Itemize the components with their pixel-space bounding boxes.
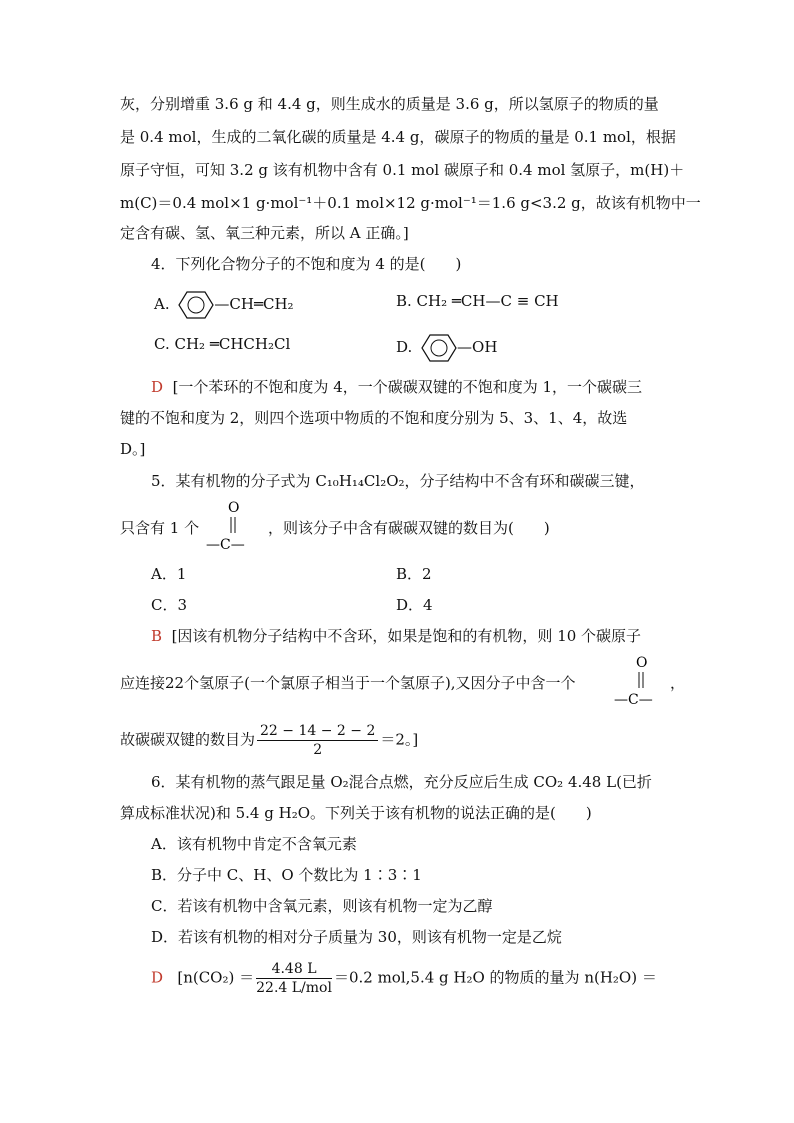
q5-answer: B	[151, 627, 163, 645]
q4-stem: 4．下列化合物分子的不饱和度为 4 的是( )	[151, 255, 462, 273]
q5-option-a[interactable]: A．1	[151, 565, 187, 583]
q5-explanation-3	[120, 722, 418, 759]
q4-exp1-text: [一个苯环的不饱和度为 4，一个碳碳双键的不饱和度为 1，一个碳碳三	[172, 378, 643, 396]
q5-exp3a: 故碳碳双键的数目为	[120, 730, 256, 749]
q6-stem-2: 算成标准状况)和 5.4 g H₂O。下列关于该有机物的说法正确的是( )	[120, 804, 592, 822]
q4-explanation-2: 键的不饱和度为 2，则四个选项中物质的不饱和度分别为 5、3、1、4，故选	[120, 409, 628, 427]
q5-option-d[interactable]: D．4	[396, 596, 433, 614]
q5-exp1-text: [因该有机物分子结构中不含环，如果是饱和的有机物，则 10 个碳原子	[171, 627, 642, 645]
q4-option-a-chain: —CH═CH₂	[214, 295, 294, 313]
q5-option-b[interactable]: B．2	[396, 565, 432, 583]
prev-line-5: 定含有碳、氢、氧三种元素，所以 A 正确。]	[120, 224, 409, 242]
prev-line-4: m(C)＝0.4 mol×1 g·mol⁻¹＋0.1 mol×12 g·mol⁻¹＝1.6 g<3.2 g，故该有机物中一	[120, 194, 701, 212]
q6-answer: D	[151, 968, 164, 987]
prev-line-2: 是 0.4 mol，生成的二氧化碳的质量是 4.4 g，碳原子的物质的量是 0.1 mol，根据	[120, 128, 676, 146]
q5-fraction-numerator: 22 − 14 − 2 − 2	[257, 722, 378, 741]
q5-stem-2b: ，则该分子中含有碳碳双键的数目为( )	[268, 519, 550, 537]
carbonyl-o: O	[228, 500, 240, 516]
q4-option-c[interactable]: C. CH₂ ═CHCH₂Cl	[154, 335, 291, 353]
q4-option-a-label: A.	[154, 295, 170, 313]
carbonyl-c-2: —C—	[614, 692, 653, 708]
q5-explanation-2-end: ，	[670, 674, 686, 692]
q4-explanation-1	[151, 376, 711, 398]
q5-option-c[interactable]: C．3	[151, 596, 188, 614]
q4-option-d-chain: —OH	[457, 338, 498, 356]
q5-stem-2a: 只含有 1 个	[120, 519, 200, 537]
q6-option-d[interactable]: D．若该有机物的相对分子质量为 30，则该有机物一定是乙烷	[151, 928, 562, 946]
q6-stem-1: 6．某有机物的蒸气跟足量 O₂混合点燃，充分反应后生成 CO₂ 4.48 L(已折	[151, 773, 652, 791]
prev-line-1: 灰，分别增重 3.6 g 和 4.4 g，则生成水的质量是 3.6 g，所以氢原子的物质的量	[120, 95, 659, 113]
carbonyl-c: —C—	[206, 537, 245, 553]
benzene-ring-icon	[178, 290, 214, 320]
q5-fraction-denominator: 2	[313, 742, 323, 758]
q6-fraction	[256, 960, 332, 997]
q5-explanation-1	[151, 625, 711, 647]
q4-option-d[interactable]	[396, 333, 497, 363]
q6-option-b[interactable]: B．分子中 C、H、O 个数比为 1∶3∶1	[151, 866, 422, 884]
q6-exp-a: [n(CO₂) ＝	[177, 968, 255, 987]
q4-explanation-3: D。]	[120, 440, 146, 458]
q4-option-a[interactable]	[154, 290, 294, 320]
carbonyl-structure-icon	[204, 497, 262, 553]
phenol-ring-icon	[421, 333, 457, 363]
carbonyl-o-2: O	[636, 655, 648, 671]
q6-explanation-1	[151, 960, 691, 997]
q6-option-a[interactable]: A．该有机物中肯定不含氧元素	[151, 835, 357, 853]
q5-fraction	[257, 722, 378, 759]
carbonyl-structure-icon-2	[612, 652, 670, 708]
q6-option-c[interactable]: C．若该有机物中含氧元素，则该有机物一定为乙醇	[151, 897, 493, 915]
q4-answer: D	[151, 378, 164, 396]
q5-exp3b: ＝2。]	[380, 730, 419, 749]
prev-line-3: 原子守恒，可知 3.2 g 该有机物中含有 0.1 mol 碳原子和 0.4 mol 氢原子，m(H)＋	[120, 161, 685, 179]
q6-fraction-denominator: 22.4 L/mol	[256, 980, 332, 996]
q4-option-b[interactable]: B. CH₂ ═CH—C ≡ CH	[396, 292, 559, 310]
q5-explanation-2: 应连接22个氢原子(一个氯原子相当于一个氢原子),又因分子中含一个	[120, 674, 576, 692]
q4-option-d-label: D.	[396, 338, 413, 356]
q6-exp-b: ＝0.2 mol,5.4 g H₂O 的物质的量为 n(H₂O) ＝	[333, 968, 657, 987]
q5-stem-1: 5．某有机物的分子式为 C₁₀H₁₄Cl₂O₂，分子结构中不含有环和碳碳三键，	[151, 472, 645, 490]
q6-fraction-numerator: 4.48 L	[256, 960, 332, 979]
